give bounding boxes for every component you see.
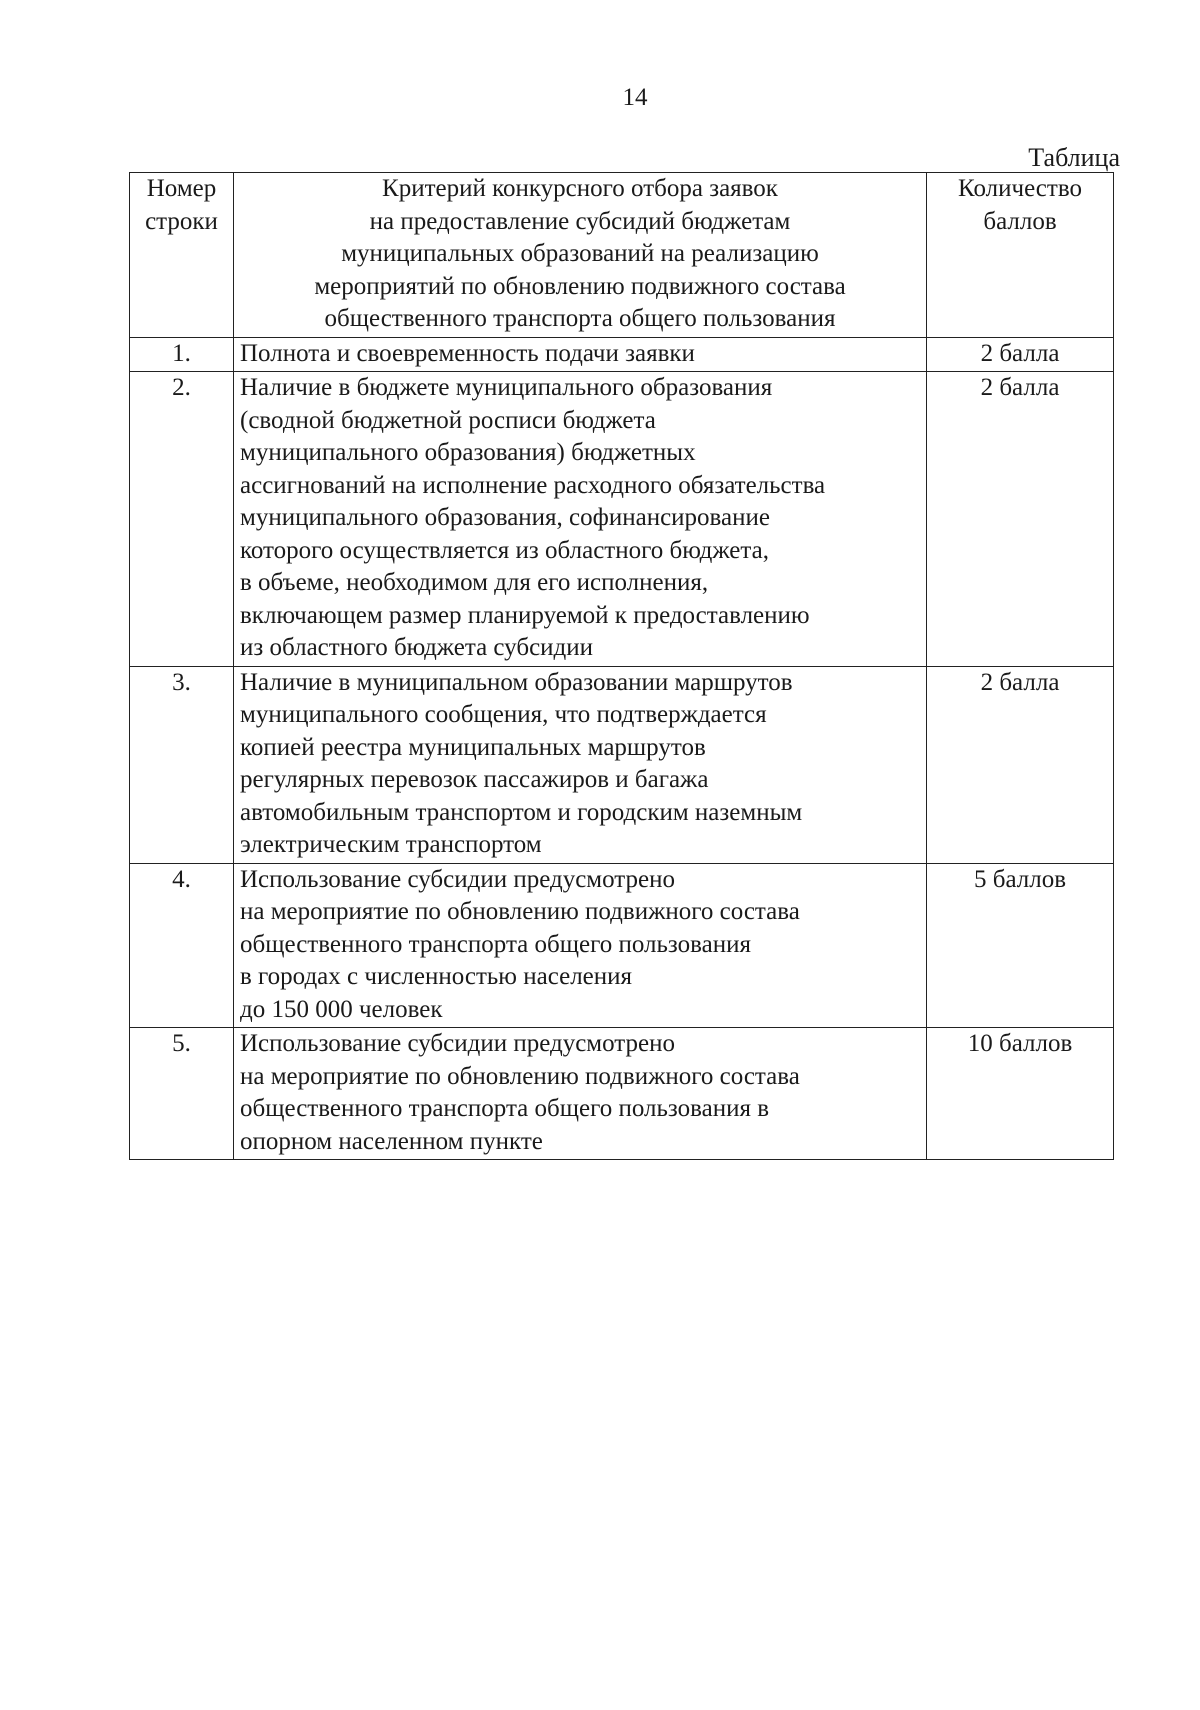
table-row <box>130 372 1114 667</box>
row-points: 2 балла <box>927 337 1114 372</box>
row-number: 2. <box>130 372 234 667</box>
header-row-number: Номер строки <box>130 173 234 338</box>
row-points: 2 балла <box>927 372 1114 667</box>
table-header-row <box>130 173 1114 338</box>
row-points: 2 балла <box>927 666 1114 863</box>
row-number: 3. <box>130 666 234 863</box>
criteria-table <box>129 172 1114 1160</box>
row-criterion: Использование субсидии предусмотрено на мероприятие по обновлению подвижного состава общественного транспорта общего пользования в опорном населенном пункте <box>234 1028 927 1160</box>
row-number: 4. <box>130 863 234 1028</box>
row-criterion: Наличие в муниципальном образовании маршрутов муниципального сообщения, что подтверждается копией реестра муниципальных маршрутов регулярных перевозок пассажиров и багажа автомобильным транспортом и городским наземным электрическим транспортом <box>234 666 927 863</box>
row-criterion: Наличие в бюджете муниципального образования (сводной бюджетной росписи бюджета муниципального образования) бюджетных ассигнований на исполнение расходного обязательства муниципального образования, софинансирование которого осуществляется из областного бюджета, в объеме, необходимом для его исполнения, включающем размер планируемой к предоставлению из областного бюджета субсидии <box>234 372 927 667</box>
row-number: 1. <box>130 337 234 372</box>
row-number: 5. <box>130 1028 234 1160</box>
row-criterion: Использование субсидии предусмотрено на мероприятие по обновлению подвижного состава общественного транспорта общего пользования в городах с численностью населения до 150 000 человек <box>234 863 927 1028</box>
page-number: 14 <box>622 84 648 111</box>
header-criterion: Критерий конкурсного отбора заявок на предоставление субсидий бюджетам муниципальных образований на реализацию мероприятий по обновлению подвижного состава общественного транспорта общего пользования <box>234 173 927 338</box>
header-points: Количество баллов <box>927 173 1114 338</box>
table-row <box>130 666 1114 863</box>
row-criterion: Полнота и своевременность подачи заявки <box>234 337 927 372</box>
table-row <box>130 1028 1114 1160</box>
row-points: 5 баллов <box>927 863 1114 1028</box>
row-points: 10 баллов <box>927 1028 1114 1160</box>
table-caption: Таблица <box>1028 143 1120 172</box>
table-row <box>130 337 1114 372</box>
table-row <box>130 863 1114 1028</box>
